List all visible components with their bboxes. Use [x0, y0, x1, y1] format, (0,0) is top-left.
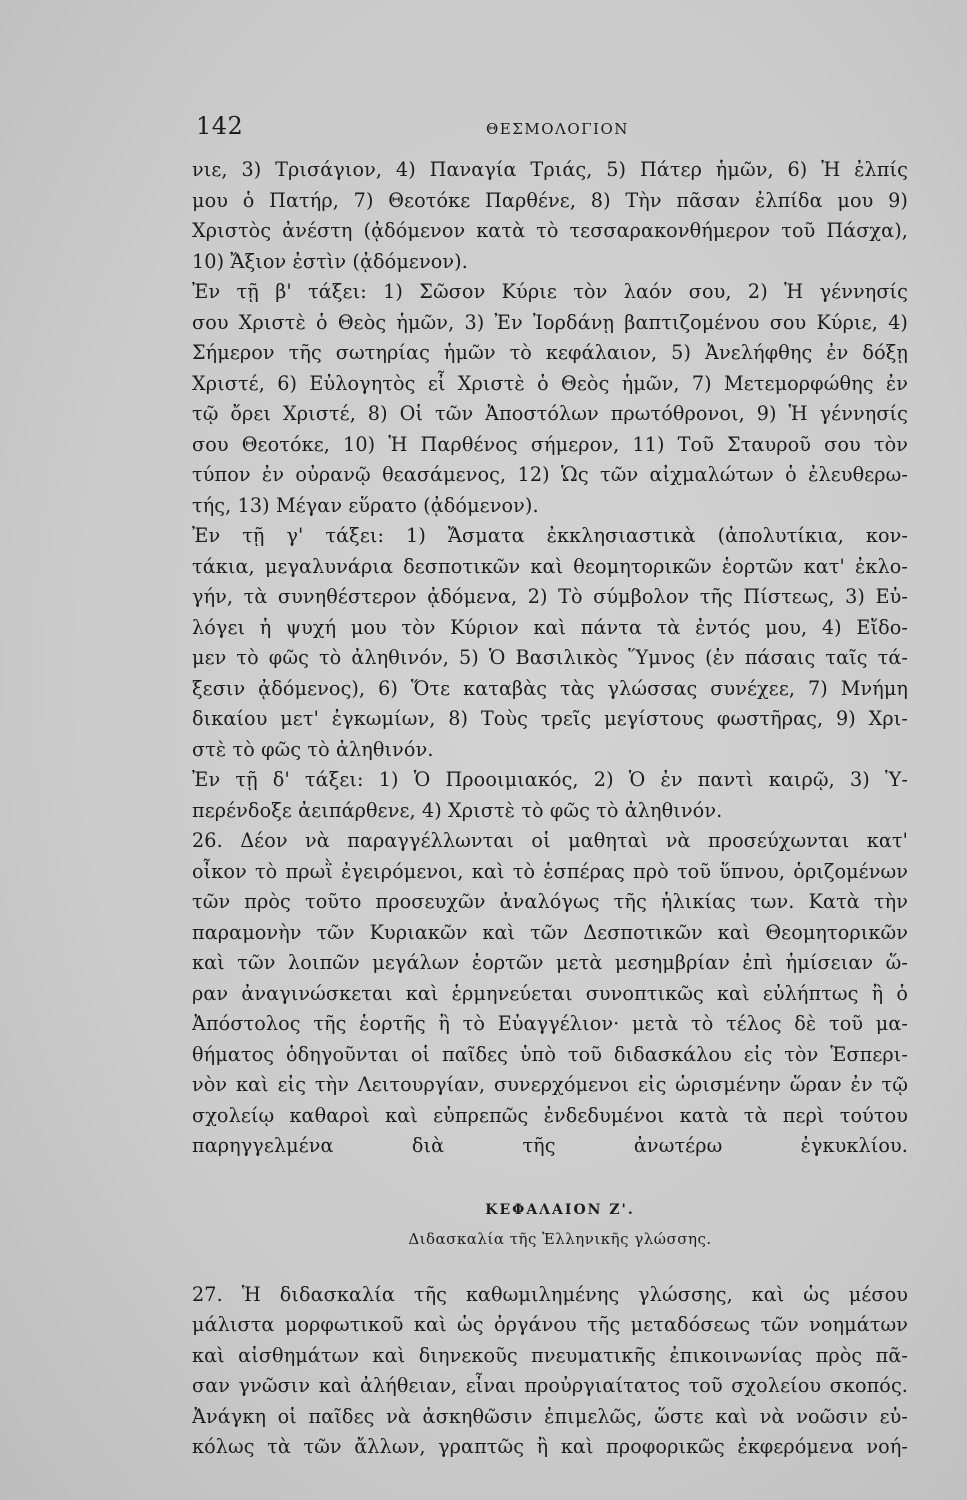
- text-line: τῷ ὄρει Χριστέ, 8) Οἱ τῶν Ἀποστόλων πρωτόθρονοι, 9) Ἡ γέννησίς: [192, 402, 908, 425]
- running-title: ΘΕΣΜΟΛΟΓΙΟΝ: [486, 120, 629, 138]
- chapter-subtitle: Διδασκαλία τῆς Ἑλληνικῆς γλώσσης.: [408, 1229, 712, 1248]
- text-line: Ἀπόστολος τῆς ἑορτῆς ἢ τὸ Εὐαγγέλιον· μετὰ τὸ τέλος δὲ τοῦ μα-: [192, 1012, 908, 1035]
- text-line: 26. Δέον νὰ παραγγέλλωνται οἱ μαθηταὶ νὰ προσεύχωνται κατ': [192, 829, 908, 852]
- text-line: Ἐν τῇ γ' τάξει: 1) Ἄσματα ἐκκλησιαστικὰ (ἀπολυτίκια, κον-: [192, 524, 908, 547]
- text-line: σου Χριστὲ ὁ Θεὸς ἡμῶν, 3) Ἐν Ἰορδάνῃ βαπτιζομένου σου Κύριε, 4): [192, 310, 908, 334]
- text-line: 27. Ἡ διδασκαλία τῆς καθωμιλημένης γλώσσης, καὶ ὡς μέσου: [192, 1282, 908, 1306]
- text-line: μάλιστα μορφωτικοῦ καὶ ὡς ὀργάνου τῆς μεταδόσεως τῶν νοημάτων: [192, 1313, 908, 1336]
- text-line: σχολείῳ καθαροὶ καὶ εὐπρεπῶς ἐνδεδυμένοι κατὰ τὰ περὶ τούτου: [192, 1103, 908, 1127]
- page-header: [196, 112, 906, 152]
- text-line: δικαίου μετ' ἐγκωμίων, 8) Τοὺς τρεῖς μεγίστους φωστῆρας, 9) Χρι-: [192, 707, 908, 730]
- text-line: λόγει ἡ ψυχή μου τὸν Κύριον καὶ πάντα τὰ ἐντός μου, 4) Εἴδο-: [192, 615, 908, 639]
- section-gap: [192, 1162, 908, 1196]
- text-line: παραμονὴν τῶν Κυριακῶν καὶ τῶν Δεσποτικῶν καὶ Θεομητορικῶν: [192, 920, 908, 944]
- text-line: τύπον ἐν οὐρανῷ θεασάμενος, 12) Ὡς τῶν αἰχμαλώτων ὁ ἐλευθερω-: [192, 463, 908, 486]
- text-line: ξεσιν ᾀδόμενος), 6) Ὅτε καταβὰς τὰς γλώσσας συνέχεε, 7) Μνήμη: [192, 676, 908, 700]
- text-line: παρηγγελμένα διὰ τῆς ἀνωτέρω ἐγκυκλίου.: [192, 1134, 908, 1157]
- text-line: στὲ τὸ φῶς τὸ ἀληθινόν.: [192, 737, 434, 761]
- chapter-heading: ΚΕΦΑΛΑΙΟΝ Ζ'.: [485, 1201, 635, 1218]
- text-line: Ἐν τῇ β' τάξει: 1) Σῶσον Κύριε τὸν λαόν σου, 2) Ἡ γέννησίς: [192, 280, 908, 303]
- text-line: τάκια, μεγαλυνάρια δεσποτικῶν καὶ θεομητορικῶν ἑορτῶν κατ' ἐκλο-: [192, 554, 908, 578]
- text-line: μου ὁ Πατήρ, 7) Θεοτόκε Παρθένε, 8) Τὴν πᾶσαν ἐλπίδα μου 9): [192, 188, 908, 212]
- text-line: οἶκον τὸ πρωῒ ἐγειρόμενοι, καὶ τὸ ἑσπέρας πρὸ τοῦ ὕπνου, ὁριζομένων: [192, 859, 908, 883]
- text-line: θήματος ὁδηγοῦνται οἱ παῖδες ὑπὸ τοῦ διδασκάλου εἰς τὸν Ἑσπερι-: [192, 1042, 908, 1066]
- text-line: Χριστὸς ἀνέστη (ᾀδόμενον κατὰ τὸ τεσσαρακονθήμερον τοῦ Πάσχα),: [192, 219, 908, 242]
- text-line: σου Θεοτόκε, 10) Ἡ Παρθένος σήμερον, 11) Τοῦ Σταυροῦ σου τὸν: [192, 432, 908, 456]
- text-line: γήν, τὰ συνηθέστερον ᾀδόμενα, 2) Τὸ σύμβολον τῆς Πίστεως, 3) Εὐ-: [192, 585, 908, 608]
- text-line: καὶ τῶν λοιπῶν μεγάλων ἑορτῶν μετὰ μεσημβρίαν ἐπὶ ἡμίσειαν ὥ-: [192, 951, 908, 974]
- text-line: νιε, 3) Τρισάγιον, 4) Παναγία Τριάς, 5) Πάτερ ἡμῶν, 6) Ἡ ἐλπίς: [192, 158, 908, 181]
- text-line: μεν τὸ φῶς τὸ ἀληθινόν, 5) Ὁ Βασιλικὸς Ὕμνος (ἐν πάσαις ταῖς τά-: [192, 646, 908, 669]
- page-number: 142: [196, 112, 244, 140]
- text-line: τῶν πρὸς τοῦτο προσευχῶν ἀναλόγως τῆς ἡλικίας των. Κατὰ τὴν: [192, 890, 908, 913]
- text-line: καὶ αἰσθημάτων καὶ διηνεκοῦς πνευματικῆς ἐπικοινωνίας πρὸς πᾶ-: [192, 1343, 908, 1367]
- text-line: τής, 13) Μέγαν εὕρατο (ᾀδόμενον).: [192, 493, 539, 517]
- text-block-after-chapter: [192, 1280, 908, 1463]
- text-line: νὸν καὶ εἰς τὴν Λειτουργίαν, συνερχόμενοι εἰς ὡρισμένην ὥραν ἐν τῷ: [192, 1073, 908, 1096]
- text-line: σαν γνῶσιν καὶ ἀλήθειαν, εἶναι προὐργιαίτατος τοῦ σχολείου σκοπός.: [192, 1374, 908, 1397]
- section-gap: [192, 1254, 908, 1280]
- body-text: [192, 155, 908, 1463]
- text-line: Χριστέ, 6) Εὐλογητὸς εἶ Χριστὲ ὁ Θεὸς ἡμῶν, 7) Μετεμορφώθης ἐν: [192, 371, 908, 395]
- text-line: 10) Ἄξιον ἐστὶν (ᾀδόμενον).: [192, 249, 468, 273]
- text-line: περένδοξε ἀειπάρθενε, 4) Χριστὲ τὸ φῶς τὸ ἀληθινόν.: [192, 798, 723, 822]
- text-line: Ἀνάγκη οἱ παῖδες νὰ ἀσκηθῶσιν ἐπιμελῶς, ὥστε καὶ νὰ νοῶσιν εὐ-: [192, 1404, 908, 1428]
- text-line: ραν ἀναγινώσκεται καὶ ἑρμηνεύεται συνοπτικῶς καὶ εὐλήπτως ἢ ὁ: [192, 981, 908, 1005]
- text-line: κόλως τὰ τῶν ἄλλων, γραπτῶς ἢ καὶ προφορικῶς ἐκφερόμενα νοή-: [192, 1435, 908, 1458]
- text-line: Σήμερον τῆς σωτηρίας ἡμῶν τὸ κεφάλαιον, 5) Ἀνελήφθης ἐν δόξῃ: [192, 341, 908, 364]
- text-line: Ἐν τῇ δ' τάξει: 1) Ὁ Προοιμιακός, 2) Ὁ ἐν παντὶ καιρῷ, 3) Ὑ-: [192, 768, 908, 791]
- text-block-before-chapter: [192, 155, 908, 1162]
